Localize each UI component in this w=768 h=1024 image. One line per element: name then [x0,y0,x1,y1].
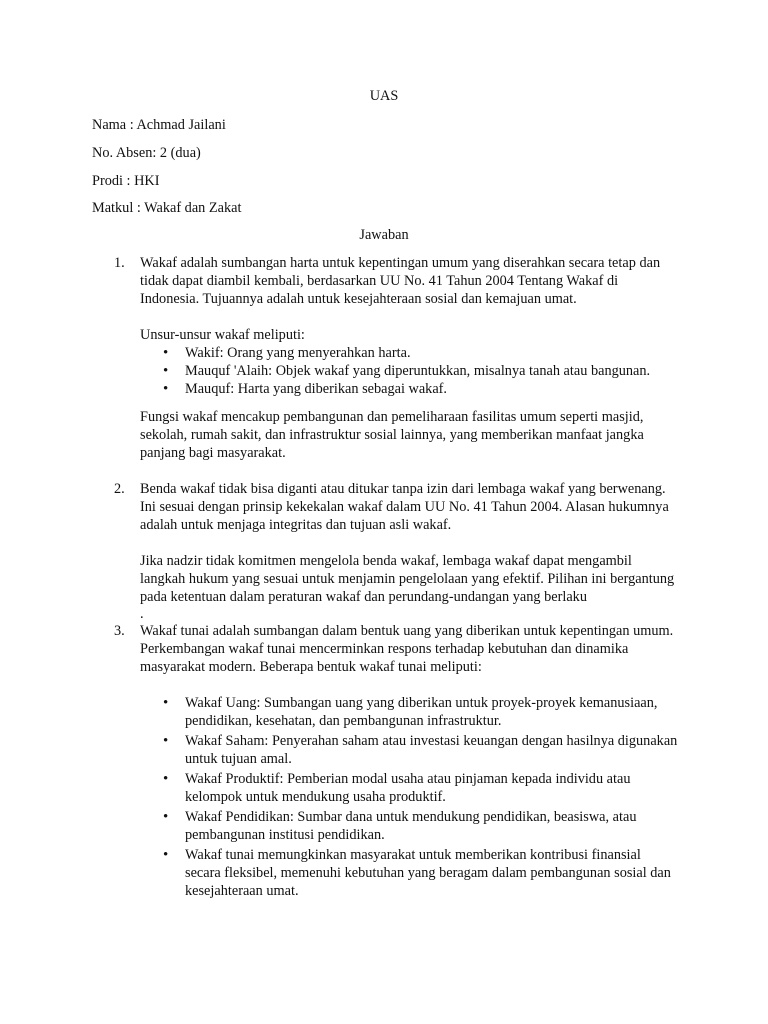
answers-list [0,254,768,900]
answers-heading: Jawaban [359,227,409,243]
answer-paragraph: Unsur-unsur wakaf meliputi: [140,327,305,343]
list-item: • Wakaf Produktif: Pemberian modal usaha atau pinjaman kepada individu atau kelompok untuk mendukung usaha produktif. [185,770,680,806]
answer-item-3 [114,622,680,900]
document-title: UAS [369,88,399,104]
list-item: • Wakaf Pendidikan: Sumbar dana untuk mendukung pendidikan, beasiswa, atau pembangunan institusi pendidikan. [185,808,680,844]
bullet-list [140,694,680,900]
answer-paragraph: Jika nadzir tidak komitmen mengelola benda wakaf, lembaga wakaf dapat mengambil langkah hukum yang sesuai untuk menjamin pengelolaan yang efektif. Pilihan ini bergantung pada ketentuan dalam peraturan wakaf dan perundang-undangan yang berlaku [140,553,675,605]
answer-paragraph: Fungsi wakaf mencakup pembangunan dan pemeliharaan fasilitas umum seperti masjid, sekolah, rumah sakit, dan infrastruktur sosial lainnya, yang memberikan manfaat jangka panjang bagi masyarakat. [140,409,644,461]
list-item: • Mauquf 'Alaih: Objek wakaf yang diperuntukkan, misalnya tanah atau bangunan. [185,362,680,380]
answer-item-2 [114,480,680,622]
answer-number: 3. [114,623,125,639]
list-item: • Wakif: Orang yang menyerahkan harta. [185,344,680,362]
answer-item-1 [114,254,680,462]
answer-paragraph: Wakaf tunai adalah sumbangan dalam bentuk uang yang diberikan untuk kepentingan umum. Perkembangan wakaf tunai mencerminkan respons terhadap kebutuhan dan dinamika masyarakat modern. Beberapa bentuk wakaf tunai meliputi: [140,623,674,675]
list-item: • Wakaf Saham: Penyerahan saham atau investasi keuangan dengan hasilnya digunakan untuk tujuan amal. [185,732,680,768]
course-name: Matkul : Wakaf dan Zakat [92,200,242,216]
answer-number: 1. [114,255,125,271]
list-item: • Wakaf Uang: Sumbangan uang yang diberikan untuk proyek-proyek kemanusiaan, pendidikan, kesehatan, dan pembangunan infrastruktur. [185,694,680,730]
list-item: • Wakaf tunai memungkinkan masyarakat untuk memberikan kontribusi finansial secara fleksibel, memenuhi kebutuhan yang beragam dalam pembangunan sosial dan kesejahteraan umat. [185,846,680,900]
list-item: • Mauquf: Harta yang diberikan sebagai wakaf. [185,380,680,398]
study-program: Prodi : HKI [92,173,160,189]
answer-paragraph: Benda wakaf tidak bisa diganti atau ditukar tanpa izin dari lembaga wakaf yang berwenang. Ini sesuai dengan prinsip kekekalan wakaf dalam UU No. 41 Tahun 2004. Alasan hukumnya adalah untuk menjaga integritas dan tujuan asli wakaf. [140,481,669,533]
student-name: Nama : Achmad Jailani [92,117,226,133]
bullet-list [140,344,680,398]
student-number: No. Absen: 2 (dua) [92,145,201,161]
answer-paragraph: Wakaf adalah sumbangan harta untuk kepentingan umum yang diserahkan secara tetap dan tidak dapat diambil kembali, berdasarkan UU No. 41 Tahun 2004 Tentang Wakaf di Indonesia. Tujuannya adalah untuk kesejahteraan sosial dan kemajuan umat. [140,255,661,307]
stray-period: . [140,606,144,622]
answer-number: 2. [114,481,125,497]
